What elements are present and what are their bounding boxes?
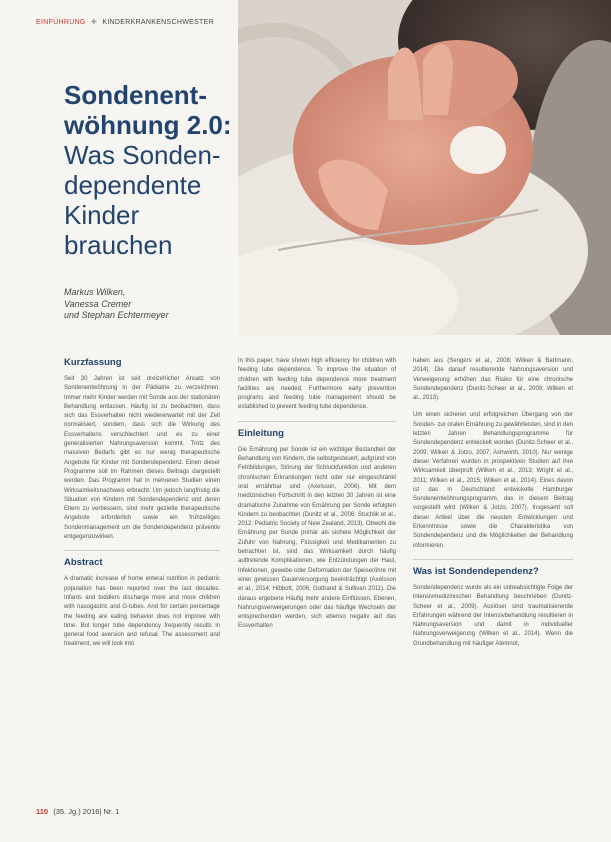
title-line-3: Was Sonden- xyxy=(64,140,221,170)
page-footer xyxy=(36,807,119,816)
abstract-continued-text: In this paper, have shown high efficiency for children with feeding tube dependence. To improve the situation of children with feeding tube dependence more treatment facilities are needed. Furthermore early prevention programs and feeding tube management should be established to prevent feeding tube dependence. xyxy=(238,358,396,411)
title-line-4: dependente xyxy=(64,170,202,200)
article-authors xyxy=(64,287,234,322)
nurse-icon: ✚ xyxy=(90,19,98,26)
title-line-6: brauchen xyxy=(64,230,173,260)
running-header xyxy=(36,18,214,26)
article-title xyxy=(64,80,239,260)
title-line-1: Sondenent- xyxy=(64,80,207,110)
kurzfassung-text: Seit 30 Jahren ist seit dreizehicher Ansatz von Sondenentwöhnung in der Pädiatrie zu verzeichnen. Immer mehr Kinder werden mit Sonde aus der stationären Behandlung entlassen. Häufig ist zu beobachten, dass sich das Essverhalten nicht wiedererwartet mit der Zeit normalisiert, sondern, dass sich die Wirkung des Essverhaltens verschlechtert und es zu einer generalisierten Nahrungsaversion kommt. Trotz des massiven Bedarfs gibt es nur wenig therapeutische Angebote für Kinder mit Sondendependenz. Einen dieser Programme soll im Rahmen dieses Beitrags dargestellt werden. Das Programm hat in mehreren Studien einen Wirksamkeitsnachweis erbracht. Um jedoch langfristig die Situation von Kindern mit Sondendependenz und deren Eltern zu verbessern, sind mehr gezielte therapeutische Angebote erforderlich sowie ein frühzeitiges Sondenmanagement um die Sondendependenz präventiv entgegenzuwirken. xyxy=(64,376,220,541)
sondendependenz-text: Sondendependenz wurde als ein unbeabsichtigte Folge der intensivmedizinischen Behandlung beschrieben (Dunitz-Scheer et al., 2009). Auslöser sind traumatisierende Erfahrungen während der Intensivbehandlung resultieren in Nahrungsaversion und damit in individueller Nahrungsverweigerung (Wilken et al., 2014). Wenn die Grundbehandlung mit häufiger Atemnot, xyxy=(413,584,573,647)
title-line-2: wöhnung 2.0: xyxy=(64,110,232,140)
issue-info: (35. Jg.) 2016| Nr. 1 xyxy=(53,807,120,816)
heading-einleitung: Einleitung xyxy=(238,421,396,440)
abstract-text: A dramatic increase of home enteral nutrition in pediatric population has been reported over the last decades. Infants and toddlers discharge more and more children with nasogastric and G-tubes. And for certain percentage the feeding are eating behavior does not improve with time. But longer tube dependency frequently results in general food aversion and refusal. The assessment and treatment, we will look into xyxy=(64,576,220,648)
magazine-name: KINDERKRANKENSCHWESTER xyxy=(102,19,214,26)
page-number: 110 xyxy=(36,807,49,816)
einleitung-continued-text: haben aus (Sengers et al., 2008; Wilken & Bartmann, 2014). Die darauf resultierende Nahrungsaversion und Verweigerung erhöhen das Risiko für eine chronische Sondendependenz (Dunitz-Scheer et al., 2009; Wilken et al., 2013). xyxy=(413,358,573,402)
author-line: Markus Wilken, xyxy=(64,287,126,297)
heading-kurzfassung: Kurzfassung xyxy=(64,357,122,368)
column-1 xyxy=(64,357,220,658)
title-line-5: Kinder xyxy=(64,200,140,230)
einleitung-paragraph-2: Um einen sicheren und erfolgreichen Übergang von der Sonden- zur oralen Ernährung zu gewährleisten, sind in den letzten Jahren Behandlungsprogramme für Sondendependenz entwickelt worden (Dunitz-Scheer et al., 2009; Wilken & Jotzo, 2007; Ashworth, 2010). Nur wenige dieser Verfahren wurden in prospektiven Studien auf ihre Wirksamkeit überprüft (Wilken et al., 2013; Wright et al., 2011; Wilken et al., 2015; Wilken et al., 2014). Eines davon ist das in Deutschland entwickelte Hamburger Sondenentwöhnungsprogramm, das in diesem Beitrag vorgestellt wird (Wilken & Jotzo, 2007). Insgesamt soll dieser Artikel über die neusten Entwicklungen und Erkenntnisse sowie die Charakteristika von Sondendependenz und die Möglichkeiten der Behandlung informieren. xyxy=(413,412,573,549)
heading-sondendependenz: Was ist Sondendependenz? xyxy=(413,559,573,578)
article-photo xyxy=(238,0,611,335)
column-2 xyxy=(238,357,396,640)
author-line: Vanessa Cremer xyxy=(64,298,132,309)
newborn-photo-illustration xyxy=(238,0,611,335)
heading-abstract: Abstract xyxy=(64,550,220,569)
author-line: und Stephan Echtermeyer xyxy=(64,310,169,320)
section-category: EINFÜHRUNG xyxy=(36,19,86,26)
column-3 xyxy=(413,357,573,657)
einleitung-text: Die Ernährung per Sonde ist ein wichtiger Bestandteil der Behandlung von Kindern, die selbstgesteuert, aufgrund von Fehlbildungen, Störung der Schluckfunktion und anderen chronischen Erkrankungen nicht oder nur eingeschränkt oral ernährbar sind (Axelsson, 2006). Mit dem medizinischen Fortschritt in den letzten 30 Jahren ist eine dramatische Zunahme von Ernährung per Sonde erfolgten Kindern zu beobachten (Dunitz et al., 2006; Stuchlik et al., 2012; Pediatric Society of New Zealand, 2013). Obwohl die Ernährung per Sonde primär als sichere Möglichkeit der Zufuhr von Nahrung, Flüssigkeit und Medikamenten zu betrachten ist, sind das Wirksamkeit durch häufig auftretende Komplikationen, wie Entzündungen der Haut, Infektionen, gewebe oder Deformation der Speiseröhre mit einer gewissen Dauerversorgung beeinträchtigt (Axelsson et al., 2014; Hibbott, 2006; Gottrand & Sullivan 2011). Die daraus ergebene Häufig mehr andere Einflüssen, Ebenen, Nahrungsverweigerungen oder das häufige Wechseln der entsprechenden werden, sich ebenso negativ auf das Essverhalten xyxy=(238,446,396,630)
